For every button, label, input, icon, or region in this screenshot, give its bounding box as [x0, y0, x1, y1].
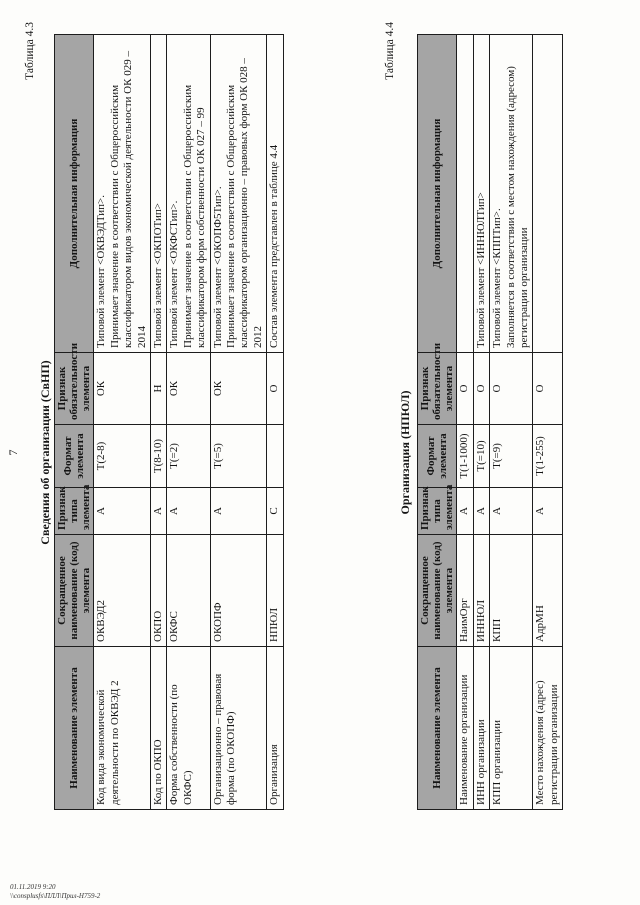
table-cell [473, 535, 489, 647]
cell-text: ОК [95, 380, 108, 397]
cell-text: Типовой элемент <ОКПОТип> [151, 203, 164, 348]
cell-text: Типовой элемент <ОКВЭДТип>. [95, 195, 108, 348]
column-header: Формат элемента [418, 425, 457, 488]
table-cell [94, 488, 151, 535]
cell-text: КПП организации [491, 719, 504, 805]
table-cell [150, 35, 166, 353]
table2-header-row [418, 35, 457, 810]
table-cell [473, 353, 489, 425]
footer-path: \\consplusfs\ПЛЛ\Прил-Н759-2 [10, 891, 101, 900]
table-cell [457, 353, 473, 425]
column-header: Сокращенное наименование (код) элемента [418, 535, 457, 647]
column-header: Наименование элемента [55, 647, 94, 810]
table-cell [210, 35, 267, 353]
table-cell [167, 488, 210, 535]
table-cell [490, 425, 533, 488]
table-cell [150, 647, 166, 810]
cell-text: Типовой элемент <ОКОПФ5Тип>. [211, 186, 224, 348]
cell-text: АдрМН [534, 605, 547, 642]
cell-text: T(1-1000) [458, 433, 471, 479]
table-cell [473, 35, 489, 353]
table-cell [267, 535, 283, 647]
table-cell [150, 353, 166, 425]
cell-text: А [474, 507, 487, 515]
cell-text: А [211, 507, 224, 515]
table-row [167, 35, 210, 810]
table-cell [267, 35, 283, 353]
table-cell [210, 488, 267, 535]
cell-text: НаимОрг [458, 598, 471, 642]
table-cell [267, 647, 283, 810]
column-header: Формат элемента [55, 425, 94, 488]
column-header: Дополнительная информация [55, 35, 94, 353]
table-cell [210, 353, 267, 425]
column-header: Признак типа элемента [418, 488, 457, 535]
table-row [267, 35, 283, 810]
table2-title: Организация (НПЮЛ) [398, 390, 412, 515]
table-row [473, 35, 489, 810]
table-cell [167, 35, 210, 353]
table-cell [94, 353, 151, 425]
table2-caption: Таблица 4.4 [384, 22, 396, 80]
cell-text: ОКВЭД2 [95, 600, 108, 642]
cell-text: T(=10) [474, 440, 487, 472]
cell-text: ИНН организации [474, 719, 487, 805]
table-cell [267, 425, 283, 488]
table-cell [167, 425, 210, 488]
table1 [54, 34, 284, 810]
table-cell [457, 488, 473, 535]
table-cell [150, 488, 166, 535]
cell-text: Принимает значение в соответствии с Общероссийским классификатором организационно – правовых форм ОК 028 – 2012 [224, 58, 264, 348]
footer-stamp [10, 883, 100, 901]
table-cell [267, 353, 283, 425]
cell-text: Н [151, 384, 164, 393]
cell-text: Принимает значение в соответствии с Общероссийским классификатором форм собственности ОК 027 – 99 [181, 84, 208, 348]
table-cell [94, 425, 151, 488]
cell-text: А [151, 507, 164, 515]
cell-text: T(=9) [491, 443, 504, 469]
table-cell [94, 535, 151, 647]
cell-text: С [268, 507, 281, 515]
cell-text: ИННЮЛ [474, 599, 487, 642]
cell-text: Код вида экономической деятельности по ОКВЭД 2 [95, 680, 121, 805]
table-cell [473, 488, 489, 535]
cell-text: А [534, 507, 547, 515]
table-row [490, 35, 533, 810]
table-cell [267, 488, 283, 535]
cell-text: T(1-255) [534, 436, 547, 476]
table-cell [490, 488, 533, 535]
table-cell [473, 647, 489, 810]
table1-header-row [55, 35, 94, 810]
table-cell [490, 535, 533, 647]
table-cell [533, 353, 563, 425]
footer-date: 01.11.2019 9:20 [10, 882, 56, 891]
column-header: Сокращенное наименование (код) элемента [55, 535, 94, 647]
table2 [417, 34, 563, 810]
table-cell [167, 535, 210, 647]
column-header: Признак обязательности элемента [418, 353, 457, 425]
cell-text: T(=5) [211, 443, 224, 469]
column-header: Дополнительная информация [418, 35, 457, 353]
table-row [150, 35, 166, 810]
column-header: Наименование элемента [418, 647, 457, 810]
table-cell [490, 647, 533, 810]
cell-text: О [268, 384, 281, 393]
cell-text: T(8-10) [151, 438, 164, 474]
cell-text: О [534, 384, 547, 393]
table-cell [533, 425, 563, 488]
table-cell [533, 535, 563, 647]
cell-text: Состав элемента представлен в таблице 4.4 [268, 144, 281, 348]
cell-text: О [491, 384, 504, 393]
table-row [533, 35, 563, 810]
table-cell [457, 647, 473, 810]
table1-caption: Таблица 4.3 [24, 22, 36, 80]
column-header: Признак обязательности элемента [55, 353, 94, 425]
cell-text: Типовой элемент <КППТип>. [491, 208, 504, 348]
table-row [210, 35, 267, 810]
table-cell [490, 35, 533, 353]
cell-text: О [458, 384, 471, 393]
table1-title: Сведения об организации (СвНП) [38, 360, 52, 545]
table-cell [457, 425, 473, 488]
table-cell [533, 35, 563, 353]
cell-text: А [95, 507, 108, 515]
cell-text: Заполняется в соответствии с местом нахождения (адресом) регистрации организации [504, 66, 530, 348]
cell-text: КПП [491, 618, 504, 642]
table-cell [167, 353, 210, 425]
table-cell [167, 647, 210, 810]
cell-text: Организационно – правовая форма (по ОКОПФ) [211, 673, 237, 805]
cell-text: Принимает значение в соответствии с Общероссийским классификатором видов экономической деятельности ОК 029 – 2014 [108, 51, 148, 348]
cell-text: T(2-8) [95, 441, 108, 471]
cell-text: А [458, 507, 471, 515]
cell-text: Типовой элемент <ОКФСТип>. [168, 200, 181, 348]
cell-text: А [491, 507, 504, 515]
table-cell [473, 425, 489, 488]
table-cell [457, 535, 473, 647]
table-cell [210, 647, 267, 810]
cell-text: ОКПО [151, 610, 164, 642]
table-cell [533, 488, 563, 535]
table-cell [210, 425, 267, 488]
table-cell [210, 535, 267, 647]
table-cell [94, 647, 151, 810]
table-row [457, 35, 473, 810]
table-row [94, 35, 151, 810]
cell-text: НПЮЛ [268, 607, 281, 642]
cell-text: Место нахождения (адрес) регистрации организации [534, 680, 560, 805]
table-cell [457, 35, 473, 353]
cell-text: Типовой элемент <ИННЮЛТип> [474, 192, 487, 348]
table-cell [150, 535, 166, 647]
table-cell [150, 425, 166, 488]
cell-text: ОК [211, 380, 224, 397]
cell-text: Форма собственности (по ОКФС) [168, 684, 194, 805]
cell-text: ОКОПФ [211, 602, 224, 642]
cell-text: ОКФС [168, 611, 181, 642]
column-header: Признак типа элемента [55, 488, 94, 535]
cell-text: Организация [268, 744, 281, 805]
page-number: 7 [6, 449, 20, 456]
cell-text: О [474, 384, 487, 393]
cell-text: А [168, 507, 181, 515]
table-cell [94, 35, 151, 353]
cell-text: T(=2) [168, 443, 181, 469]
cell-text: ОК [168, 380, 181, 397]
table-cell [490, 353, 533, 425]
cell-text: Наименование организации [458, 674, 471, 805]
table-cell [533, 647, 563, 810]
cell-text: Код по ОКПО [151, 739, 164, 805]
